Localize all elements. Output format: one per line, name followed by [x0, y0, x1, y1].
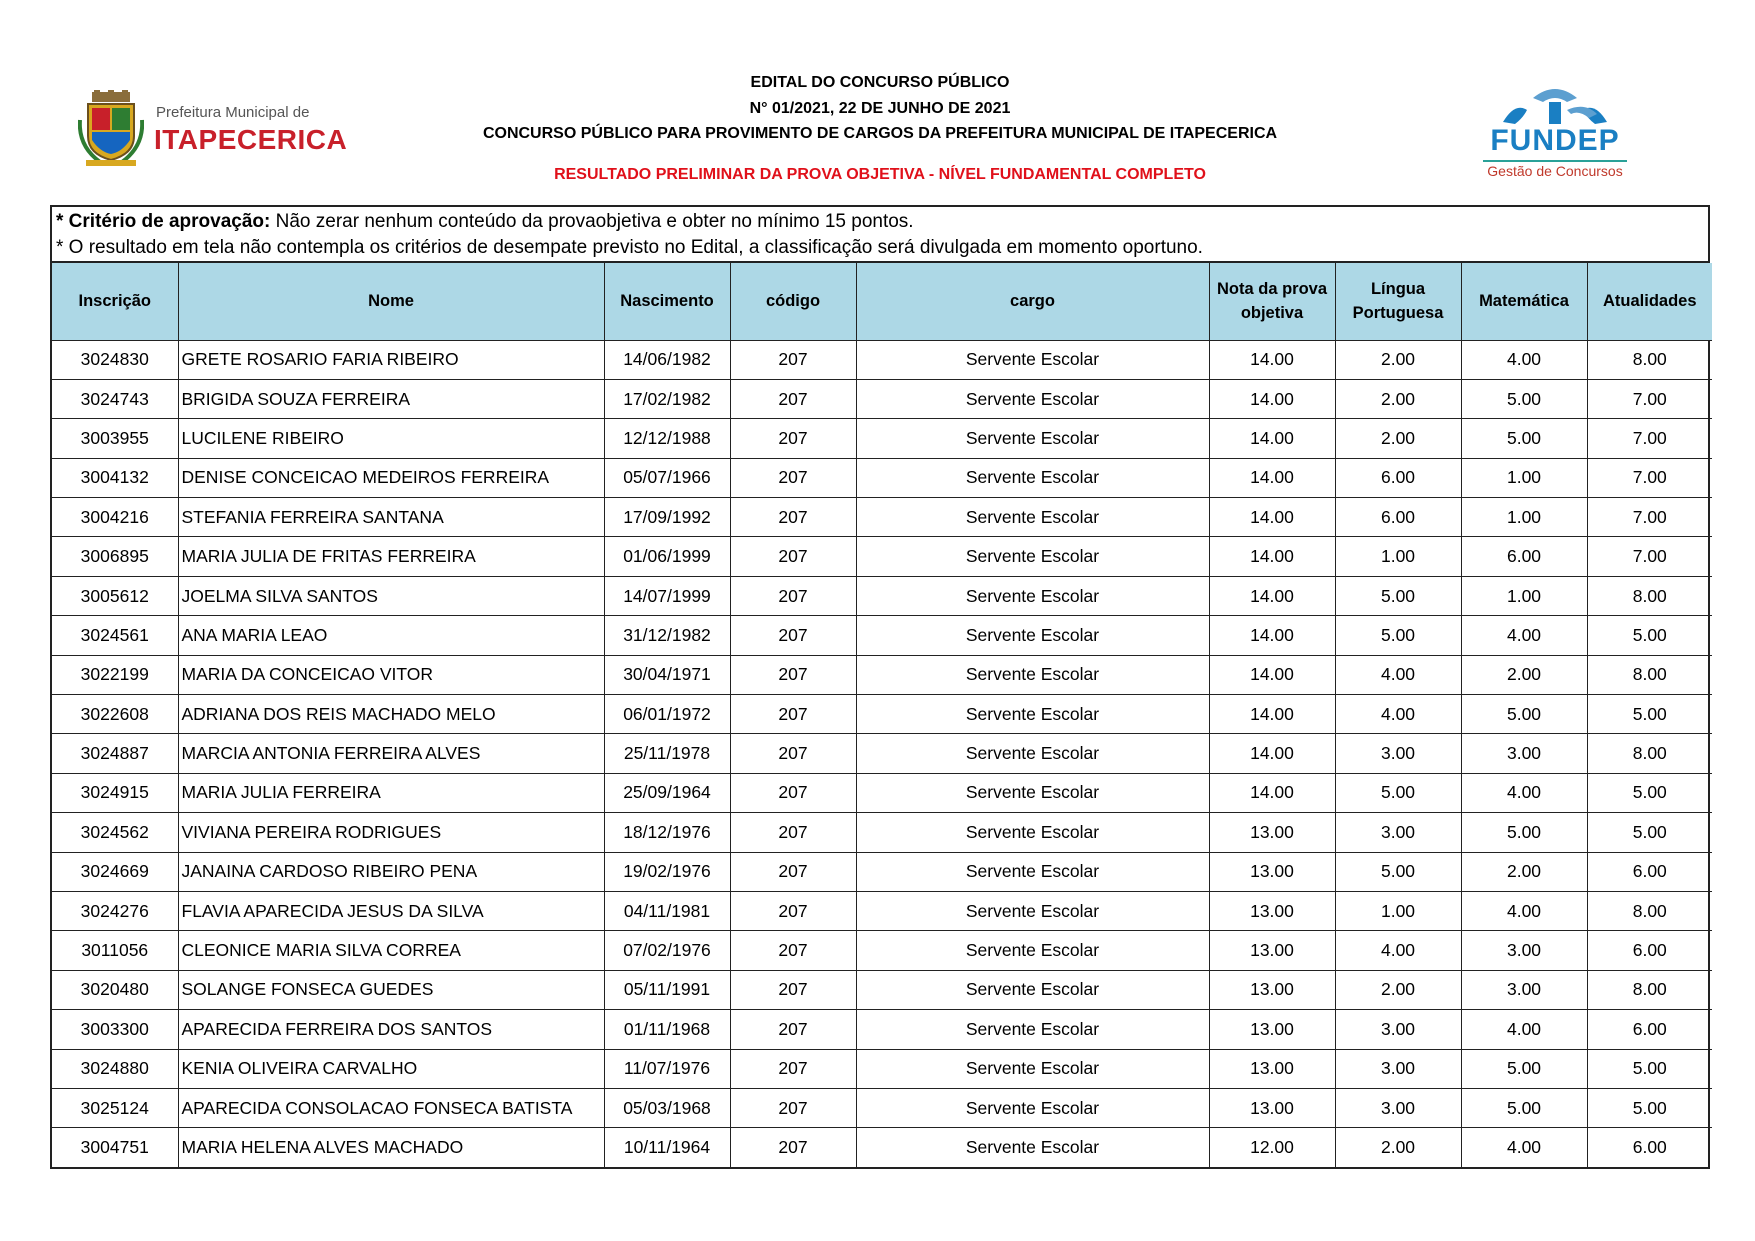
cell-cargo: Servente Escolar — [856, 1088, 1209, 1127]
cell-nome: GRETE ROSARIO FARIA RIBEIRO — [178, 340, 604, 379]
cell-cargo: Servente Escolar — [856, 773, 1209, 812]
cell-atualidades: 7.00 — [1587, 379, 1712, 418]
cell-inscricao: 3003955 — [52, 419, 178, 458]
cell-codigo: 207 — [730, 891, 856, 930]
cell-codigo: 207 — [730, 498, 856, 537]
cell-nota: 13.00 — [1209, 931, 1335, 970]
table-row — [52, 340, 1712, 379]
col-header-lingua-line1: Língua — [1370, 280, 1426, 299]
col-header-lingua-line2: Portuguesa — [1352, 304, 1444, 323]
cell-atualidades: 5.00 — [1587, 695, 1712, 734]
cell-nome: SOLANGE FONSECA GUEDES — [178, 970, 604, 1009]
cell-nome: MARCIA ANTONIA FERREIRA ALVES — [178, 734, 604, 773]
cell-atualidades: 5.00 — [1587, 616, 1712, 655]
cell-codigo: 207 — [730, 695, 856, 734]
cell-inscricao: 3011056 — [52, 931, 178, 970]
cell-inscricao: 3006895 — [52, 537, 178, 576]
cell-cargo: Servente Escolar — [856, 813, 1209, 852]
cell-matematica: 3.00 — [1461, 931, 1587, 970]
cell-matematica: 4.00 — [1461, 1010, 1587, 1049]
cell-codigo: 207 — [730, 616, 856, 655]
cell-nome: JANAINA CARDOSO RIBEIRO PENA — [178, 852, 604, 891]
page-header — [0, 0, 1755, 200]
cell-cargo: Servente Escolar — [856, 537, 1209, 576]
table-row — [52, 1049, 1712, 1088]
table-row — [52, 379, 1712, 418]
cell-nome: APARECIDA FERREIRA DOS SANTOS — [178, 1010, 604, 1049]
cell-lingua: 2.00 — [1335, 379, 1461, 418]
cell-matematica: 1.00 — [1461, 458, 1587, 497]
cell-atualidades: 6.00 — [1587, 1010, 1712, 1049]
cell-inscricao: 3003300 — [52, 1010, 178, 1049]
cell-nota: 13.00 — [1209, 813, 1335, 852]
cell-matematica: 5.00 — [1461, 1088, 1587, 1127]
cell-atualidades: 8.00 — [1587, 891, 1712, 930]
cell-nota: 13.00 — [1209, 1049, 1335, 1088]
cell-lingua: 2.00 — [1335, 340, 1461, 379]
cell-codigo: 207 — [730, 655, 856, 694]
table-row — [52, 773, 1712, 812]
cell-cargo: Servente Escolar — [856, 379, 1209, 418]
cell-inscricao: 3024561 — [52, 616, 178, 655]
cell-matematica: 5.00 — [1461, 695, 1587, 734]
cell-atualidades: 8.00 — [1587, 970, 1712, 1009]
col-header-nota-line2: objetiva — [1240, 304, 1304, 323]
cell-lingua: 5.00 — [1335, 616, 1461, 655]
cell-matematica: 4.00 — [1461, 773, 1587, 812]
cell-inscricao: 3004751 — [52, 1128, 178, 1167]
cell-atualidades: 5.00 — [1587, 773, 1712, 812]
cell-atualidades: 7.00 — [1587, 498, 1712, 537]
cell-codigo: 207 — [730, 773, 856, 812]
cell-nascimento: 05/07/1966 — [604, 458, 730, 497]
cell-nota: 14.00 — [1209, 379, 1335, 418]
table-row — [52, 498, 1712, 537]
table-row — [52, 1128, 1712, 1167]
col-header-codigo: código — [730, 263, 856, 340]
cell-codigo: 207 — [730, 970, 856, 1009]
table-row — [52, 537, 1712, 576]
cell-inscricao: 3022608 — [52, 695, 178, 734]
cell-lingua: 5.00 — [1335, 852, 1461, 891]
table-row — [52, 734, 1712, 773]
cell-cargo: Servente Escolar — [856, 458, 1209, 497]
cell-nome: MARIA JULIA DE FRITAS FERREIRA — [178, 537, 604, 576]
cell-inscricao: 3025124 — [52, 1088, 178, 1127]
table-row — [52, 970, 1712, 1009]
cell-atualidades: 5.00 — [1587, 1088, 1712, 1127]
cell-cargo: Servente Escolar — [856, 340, 1209, 379]
cell-codigo: 207 — [730, 537, 856, 576]
cell-inscricao: 3024743 — [52, 379, 178, 418]
cell-nascimento: 25/11/1978 — [604, 734, 730, 773]
cell-nota: 14.00 — [1209, 419, 1335, 458]
cell-lingua: 6.00 — [1335, 498, 1461, 537]
criteria-approval — [56, 209, 1704, 235]
table-row — [52, 852, 1712, 891]
cell-nota: 14.00 — [1209, 537, 1335, 576]
cell-nome: BRIGIDA SOUZA FERREIRA — [178, 379, 604, 418]
cell-lingua: 3.00 — [1335, 1010, 1461, 1049]
cell-matematica: 1.00 — [1461, 498, 1587, 537]
cell-nota: 14.00 — [1209, 655, 1335, 694]
fundep-logo — [1475, 80, 1635, 180]
cell-codigo: 207 — [730, 1088, 856, 1127]
cell-codigo: 207 — [730, 1010, 856, 1049]
col-header-atualidades: Atualidades — [1587, 263, 1712, 340]
cell-nascimento: 01/11/1968 — [604, 1010, 730, 1049]
cell-lingua: 1.00 — [1335, 891, 1461, 930]
fundep-subtitle: Gestão de Concursos — [1487, 163, 1623, 179]
cell-matematica: 5.00 — [1461, 1049, 1587, 1088]
col-header-nota-line1: Nota da prova — [1216, 280, 1328, 299]
cell-nascimento: 11/07/1976 — [604, 1049, 730, 1088]
cell-nascimento: 12/12/1988 — [604, 419, 730, 458]
document-titles — [380, 70, 1380, 187]
cell-inscricao: 3005612 — [52, 576, 178, 615]
cell-cargo: Servente Escolar — [856, 419, 1209, 458]
cell-nota: 13.00 — [1209, 852, 1335, 891]
cell-cargo: Servente Escolar — [856, 931, 1209, 970]
cell-nascimento: 10/11/1964 — [604, 1128, 730, 1167]
cell-nome: MARIA DA CONCEICAO VITOR — [178, 655, 604, 694]
table-row — [52, 655, 1712, 694]
cell-nascimento: 04/11/1981 — [604, 891, 730, 930]
cell-codigo: 207 — [730, 813, 856, 852]
cell-lingua: 6.00 — [1335, 458, 1461, 497]
cell-lingua: 1.00 — [1335, 537, 1461, 576]
cell-codigo: 207 — [730, 852, 856, 891]
cell-nascimento: 18/12/1976 — [604, 813, 730, 852]
cell-atualidades: 5.00 — [1587, 1049, 1712, 1088]
cell-lingua: 5.00 — [1335, 576, 1461, 615]
cell-codigo: 207 — [730, 340, 856, 379]
cell-nome: MARIA HELENA ALVES MACHADO — [178, 1128, 604, 1167]
cell-atualidades: 7.00 — [1587, 419, 1712, 458]
cell-nascimento: 25/09/1964 — [604, 773, 730, 812]
cell-nascimento: 14/06/1982 — [604, 340, 730, 379]
fundep-divider — [1483, 160, 1627, 162]
cell-nome: VIVIANA PEREIRA RODRIGUES — [178, 813, 604, 852]
cell-nome: JOELMA SILVA SANTOS — [178, 576, 604, 615]
cell-nome: ADRIANA DOS REIS MACHADO MELO — [178, 695, 604, 734]
cell-inscricao: 3004216 — [52, 498, 178, 537]
cell-codigo: 207 — [730, 576, 856, 615]
cell-nota: 14.00 — [1209, 340, 1335, 379]
cell-nome: DENISE CONCEICAO MEDEIROS FERREIRA — [178, 458, 604, 497]
cell-codigo: 207 — [730, 379, 856, 418]
cell-nascimento: 30/04/1971 — [604, 655, 730, 694]
cell-cargo: Servente Escolar — [856, 734, 1209, 773]
cell-matematica: 3.00 — [1461, 970, 1587, 1009]
table-row — [52, 419, 1712, 458]
col-header-matematica: Matemática — [1461, 263, 1587, 340]
cell-matematica: 3.00 — [1461, 734, 1587, 773]
cell-matematica: 2.00 — [1461, 655, 1587, 694]
cell-inscricao: 3024830 — [52, 340, 178, 379]
cell-nome: MARIA JULIA FERREIRA — [178, 773, 604, 812]
table-row — [52, 891, 1712, 930]
table-row — [52, 616, 1712, 655]
cell-cargo: Servente Escolar — [856, 1010, 1209, 1049]
prefeitura-text: Prefeitura Municipal de — [156, 104, 310, 121]
cell-atualidades: 8.00 — [1587, 576, 1712, 615]
cell-matematica: 2.00 — [1461, 852, 1587, 891]
cell-nota: 13.00 — [1209, 1010, 1335, 1049]
cell-nome: FLAVIA APARECIDA JESUS DA SILVA — [178, 891, 604, 930]
cell-nascimento: 31/12/1982 — [604, 616, 730, 655]
cell-nascimento: 14/07/1999 — [604, 576, 730, 615]
cell-inscricao: 3004132 — [52, 458, 178, 497]
cell-atualidades: 6.00 — [1587, 852, 1712, 891]
cell-inscricao: 3024276 — [52, 891, 178, 930]
cell-nascimento: 01/06/1999 — [604, 537, 730, 576]
cell-lingua: 2.00 — [1335, 419, 1461, 458]
cell-nota: 13.00 — [1209, 891, 1335, 930]
prefeitura-name: ITAPECERICA — [154, 124, 348, 155]
cell-matematica: 5.00 — [1461, 379, 1587, 418]
cell-atualidades: 6.00 — [1587, 1128, 1712, 1167]
cell-codigo: 207 — [730, 419, 856, 458]
cell-cargo: Servente Escolar — [856, 498, 1209, 537]
cell-lingua: 3.00 — [1335, 1088, 1461, 1127]
cell-nome: CLEONICE MARIA SILVA CORREA — [178, 931, 604, 970]
cell-atualidades: 7.00 — [1587, 537, 1712, 576]
cell-nascimento: 05/11/1991 — [604, 970, 730, 1009]
cell-nota: 13.00 — [1209, 1088, 1335, 1127]
table-row — [52, 695, 1712, 734]
cell-nome: APARECIDA CONSOLACAO FONSECA BATISTA — [178, 1088, 604, 1127]
results-table — [52, 263, 1712, 1167]
fundep-logo-icon — [1493, 80, 1617, 126]
cell-inscricao: 3024887 — [52, 734, 178, 773]
cell-lingua: 3.00 — [1335, 1049, 1461, 1088]
title-edital: EDITAL DO CONCURSO PÚBLICO — [750, 74, 1010, 91]
cell-inscricao: 3024880 — [52, 1049, 178, 1088]
cell-codigo: 207 — [730, 734, 856, 773]
cell-matematica: 5.00 — [1461, 419, 1587, 458]
cell-matematica: 6.00 — [1461, 537, 1587, 576]
cell-codigo: 207 — [730, 1049, 856, 1088]
cell-nota: 12.00 — [1209, 1128, 1335, 1167]
cell-codigo: 207 — [730, 931, 856, 970]
cell-cargo: Servente Escolar — [856, 852, 1209, 891]
cell-nota: 14.00 — [1209, 695, 1335, 734]
cell-codigo: 207 — [730, 1128, 856, 1167]
cell-lingua: 3.00 — [1335, 813, 1461, 852]
cell-lingua: 4.00 — [1335, 655, 1461, 694]
cell-cargo: Servente Escolar — [856, 1049, 1209, 1088]
cell-atualidades: 8.00 — [1587, 655, 1712, 694]
cell-nome: STEFANIA FERREIRA SANTANA — [178, 498, 604, 537]
cell-nota: 14.00 — [1209, 458, 1335, 497]
cell-lingua: 3.00 — [1335, 734, 1461, 773]
cell-nascimento: 17/09/1992 — [604, 498, 730, 537]
table-row — [52, 931, 1712, 970]
cell-atualidades: 7.00 — [1587, 458, 1712, 497]
table-row — [52, 813, 1712, 852]
col-header-nome: Nome — [178, 263, 604, 340]
cell-inscricao: 3024915 — [52, 773, 178, 812]
result-subtitle: RESULTADO PRELIMINAR DA PROVA OBJETIVA - NÍVEL FUNDAMENTAL COMPLETO — [554, 165, 1206, 183]
col-header-cargo: cargo — [856, 263, 1209, 340]
table-row — [52, 1010, 1712, 1049]
cell-lingua: 4.00 — [1335, 931, 1461, 970]
cell-nome: ANA MARIA LEAO — [178, 616, 604, 655]
cell-nota: 14.00 — [1209, 734, 1335, 773]
cell-matematica: 5.00 — [1461, 813, 1587, 852]
cell-nascimento: 19/02/1976 — [604, 852, 730, 891]
cell-inscricao: 3024562 — [52, 813, 178, 852]
cell-nascimento: 05/03/1968 — [604, 1088, 730, 1127]
prefeitura-logo — [78, 90, 348, 170]
cell-cargo: Servente Escolar — [856, 576, 1209, 615]
cell-nota: 13.00 — [1209, 970, 1335, 1009]
cell-inscricao: 3020480 — [52, 970, 178, 1009]
municipal-crest-icon — [78, 90, 144, 168]
cell-atualidades: 6.00 — [1587, 931, 1712, 970]
cell-cargo: Servente Escolar — [856, 1128, 1209, 1167]
cell-inscricao: 3024669 — [52, 852, 178, 891]
col-header-nascimento: Nascimento — [604, 263, 730, 340]
table-row — [52, 458, 1712, 497]
cell-inscricao: 3022199 — [52, 655, 178, 694]
cell-nascimento: 17/02/1982 — [604, 379, 730, 418]
table-row — [52, 1088, 1712, 1127]
cell-lingua: 5.00 — [1335, 773, 1461, 812]
cell-nota: 14.00 — [1209, 576, 1335, 615]
cell-matematica: 4.00 — [1461, 891, 1587, 930]
col-header-lingua — [1335, 263, 1461, 340]
cell-cargo: Servente Escolar — [856, 616, 1209, 655]
table-row — [52, 576, 1712, 615]
cell-atualidades: 8.00 — [1587, 734, 1712, 773]
criteria-notes — [52, 207, 1708, 263]
cell-cargo: Servente Escolar — [856, 891, 1209, 930]
cell-lingua: 2.00 — [1335, 1128, 1461, 1167]
col-header-inscricao: Inscrição — [52, 263, 178, 340]
cell-matematica: 4.00 — [1461, 616, 1587, 655]
cell-nota: 14.00 — [1209, 773, 1335, 812]
criteria-approval-text: Não zerar nenhum conteúdo da provaobjetiva e obter no mínimo 15 pontos. — [270, 211, 914, 232]
table-header-row — [52, 263, 1712, 340]
cell-codigo: 207 — [730, 458, 856, 497]
cell-matematica: 1.00 — [1461, 576, 1587, 615]
cell-atualidades: 5.00 — [1587, 813, 1712, 852]
title-concurso: CONCURSO PÚBLICO PARA PROVIMENTO DE CARGOS DA PREFEITURA MUNICIPAL DE ITAPECERICA — [482, 125, 1278, 142]
col-header-nota — [1209, 263, 1335, 340]
cell-atualidades: 8.00 — [1587, 340, 1712, 379]
cell-matematica: 4.00 — [1461, 340, 1587, 379]
cell-nota: 14.00 — [1209, 616, 1335, 655]
cell-lingua: 2.00 — [1335, 970, 1461, 1009]
cell-nota: 14.00 — [1209, 498, 1335, 537]
cell-nome: KENIA OLIVEIRA CARVALHO — [178, 1049, 604, 1088]
cell-nome: LUCILENE RIBEIRO — [178, 419, 604, 458]
cell-matematica: 4.00 — [1461, 1128, 1587, 1167]
fundep-name: FUNDEP — [1490, 124, 1620, 157]
cell-cargo: Servente Escolar — [856, 695, 1209, 734]
cell-cargo: Servente Escolar — [856, 655, 1209, 694]
results-table-container — [50, 205, 1710, 1169]
cell-cargo: Servente Escolar — [856, 970, 1209, 1009]
criteria-approval-label: * Critério de aprovação: — [56, 211, 271, 232]
criteria-tiebreak: * O resultado em tela não contempla os critérios de desempate previsto no Edital, a classificação será divulgada em momento oportuno. — [56, 237, 1203, 258]
cell-lingua: 4.00 — [1335, 695, 1461, 734]
cell-nascimento: 06/01/1972 — [604, 695, 730, 734]
cell-nascimento: 07/02/1976 — [604, 931, 730, 970]
title-numero: N° 01/2021, 22 DE JUNHO DE 2021 — [749, 99, 1011, 117]
